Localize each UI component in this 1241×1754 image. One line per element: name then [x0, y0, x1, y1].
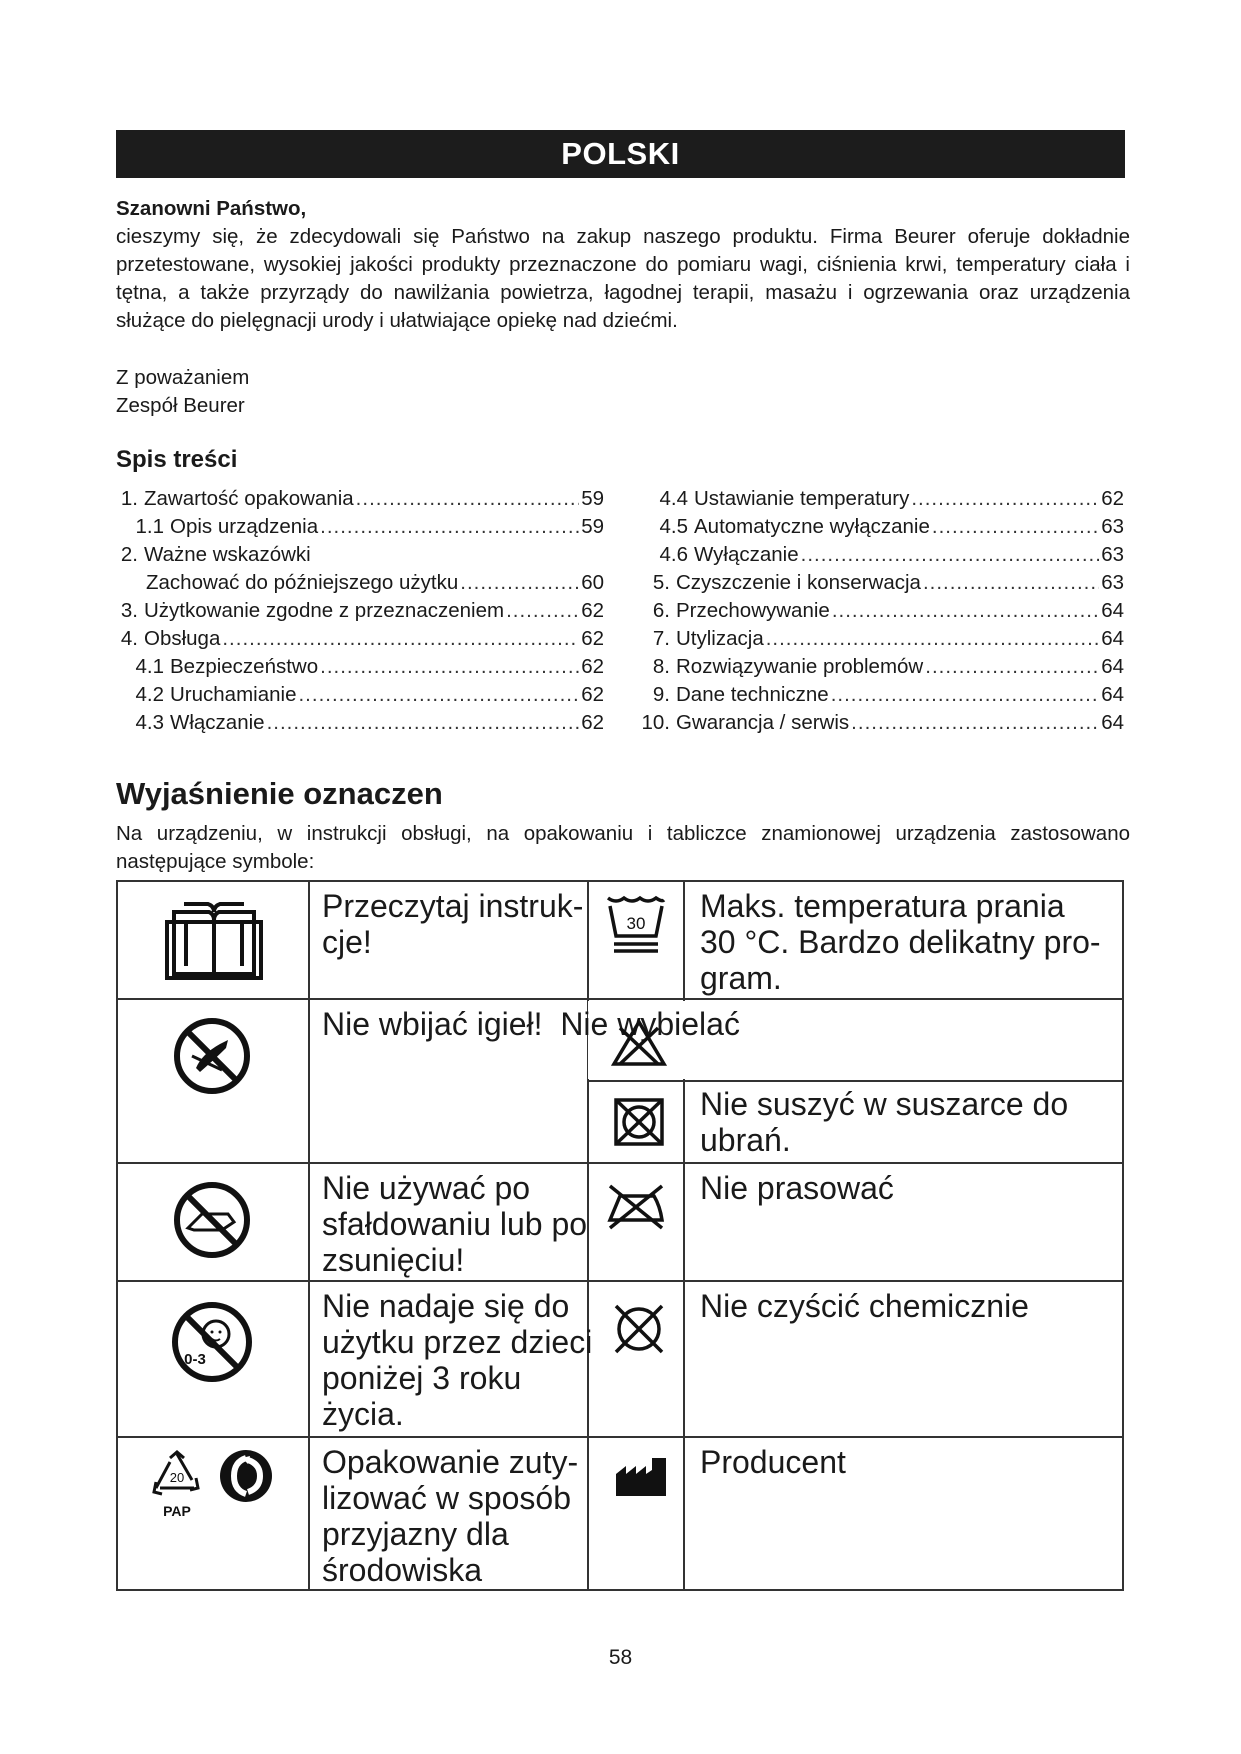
language-banner: POLSKI — [116, 130, 1125, 178]
toc-entry — [116, 487, 604, 515]
no-folded-icon — [172, 1180, 252, 1260]
recycle-text: Opakowanie zuty- lizować w sposób przyjazny dla środowiska — [322, 1444, 579, 1588]
no-tumble-dry-icon — [610, 1094, 668, 1150]
toc-page-number: 63 — [1101, 515, 1124, 538]
toc-text: Wyłączanie — [694, 543, 799, 566]
toc-leader — [925, 655, 1099, 679]
no-dry-clean-text: Nie czyścić chemicznie — [700, 1288, 1029, 1324]
toc-page-number: 62 — [581, 683, 604, 706]
toc-text: Użytkowanie zgodne z przeznaczeniem — [144, 599, 505, 622]
signature: Zespół Beurer — [116, 394, 245, 417]
toc-text: Ważne wskazówki — [144, 543, 311, 566]
toc-entry — [116, 571, 604, 599]
toc-entry — [636, 655, 1124, 683]
toc-entry — [636, 543, 1124, 571]
recycle-code: 20 — [169, 1470, 185, 1485]
toc-page-number: 64 — [1101, 711, 1124, 734]
toc-leader — [320, 515, 579, 539]
symbols-table — [116, 880, 1124, 1591]
toc-text: Zachować do późniejszego użytku — [146, 571, 459, 594]
intro-paragraph: cieszymy się, że zdecydowali się Państwo na zakup naszego produktu. Firma Beurer oferuje dokładnie przetestowane, wysokiej jakości produkty przeznaczone do pomiaru wagi, ciśnienia krwi, temperatury ciała i tętna, a także przyrządy do nawilżania powietrza, łagodnej terapii, masażu i ogrzewania oraz urządzenia służące do pielęgnacji urody i ułatwiające opiekę nad dziećmi. — [116, 225, 1130, 332]
toc-text: Gwarancja / serwis — [676, 711, 850, 734]
toc-number: 5. — [652, 571, 670, 594]
toc-page-number: 59 — [581, 487, 604, 510]
toc-leader — [320, 655, 579, 679]
toc-page-number: 62 — [581, 711, 604, 734]
not-for-children-text: Nie nadaje się do użytku przez dzieci poniżej 3 roku życia. — [322, 1288, 593, 1432]
toc-leader — [832, 599, 1099, 623]
toc-entry — [116, 655, 604, 683]
toc-leader — [267, 711, 580, 735]
recycle-icon — [146, 1448, 208, 1520]
toc-text: Opis urządzenia — [170, 515, 319, 538]
toc-text: Rozwiązywanie problemów — [676, 655, 924, 678]
toc-entry — [116, 711, 604, 739]
toc-entry — [636, 515, 1124, 543]
symbols-intro: Na urządzeniu, w instrukcji obsługi, na opakowaniu i tabliczce znamionowej urządzenia zastosowano następujące symbole: — [116, 822, 1130, 873]
toc-page-number: 64 — [1101, 655, 1124, 678]
toc-text: Ustawianie temperatury — [694, 487, 910, 510]
toc-number: 4. — [120, 627, 138, 650]
toc-page-number: 63 — [1101, 571, 1124, 594]
wash-temp-label: 30 — [626, 914, 646, 933]
toc-number: 2. — [120, 543, 138, 566]
no-dry-clean-icon — [610, 1300, 668, 1358]
toc-leader — [831, 683, 1099, 707]
page-number: 58 — [608, 1646, 633, 1669]
toc-number: 1.1 — [135, 515, 164, 538]
toc-entry — [116, 627, 604, 655]
toc-leader — [356, 487, 580, 511]
wash-30-icon — [604, 892, 668, 956]
toc-entry — [636, 599, 1124, 627]
toc-page-number: 62 — [581, 599, 604, 622]
book-icon — [164, 892, 264, 982]
toc-text: Automatyczne wyłączanie — [694, 515, 930, 538]
toc-entry — [636, 711, 1124, 739]
toc-entry — [636, 571, 1124, 599]
toc-page-number: 59 — [581, 515, 604, 538]
toc-number: 9. — [652, 683, 670, 706]
no-dryer-text: Nie suszyć w suszarce do ubrań. — [700, 1086, 1069, 1158]
toc-number: 4.6 — [659, 543, 688, 566]
toc-page-number: 62 — [581, 655, 604, 678]
toc-page-number: 60 — [581, 571, 604, 594]
toc-leader — [801, 543, 1100, 567]
wash-30-text: Maks. temperatura prania 30 °C. Bardzo delikatny pro- gram. — [700, 888, 1101, 996]
toc-leader — [460, 571, 579, 595]
closing: Z poważaniem — [116, 366, 250, 389]
toc-page-number: 62 — [581, 627, 604, 650]
toc-number: 4.5 — [659, 515, 688, 538]
symbols-title: Wyjaśnienie oznaczen — [116, 776, 443, 811]
age-label: 0-3 — [184, 1351, 206, 1368]
signature-block — [116, 364, 249, 420]
toc-page-number: 64 — [1101, 683, 1124, 706]
toc-entry — [636, 683, 1124, 711]
toc-number: 4.4 — [659, 487, 688, 510]
toc-leader — [851, 711, 1099, 735]
greeting: Szanowni Państwo, — [116, 197, 307, 220]
toc-number: 1. — [120, 487, 138, 510]
toc-number: 4.3 — [135, 711, 164, 734]
toc-leader — [911, 487, 1099, 511]
toc-text: Dane techniczne — [676, 683, 829, 706]
toc-page-number: 63 — [1101, 543, 1124, 566]
toc-text: Obsługa — [144, 627, 221, 650]
toc-text: Utylizacja — [676, 627, 764, 650]
no-needles-text: Nie wbijać igieł! Nie wybielać — [322, 1006, 740, 1042]
toc-number: 3. — [120, 599, 138, 622]
toc-number: 6. — [652, 599, 670, 622]
toc-page-number: 62 — [1101, 487, 1124, 510]
toc-leader — [932, 515, 1099, 539]
toc-number: 4.2 — [135, 683, 164, 706]
toc-left-column — [116, 487, 604, 739]
toc-leader — [766, 627, 1099, 651]
toc-text: Zawartość opakowania — [144, 487, 354, 510]
toc-entry — [636, 487, 1124, 515]
toc-leader — [298, 683, 579, 707]
not-for-children-icon — [170, 1300, 254, 1384]
no-bleach-icon — [610, 1018, 668, 1068]
toc-leader — [923, 571, 1099, 595]
toc-leader — [222, 627, 579, 651]
no-folded-text: Nie używać po sfałdowaniu lub po zsunięciu! — [322, 1170, 588, 1278]
intro-section — [116, 195, 1130, 335]
toc-page-number: 64 — [1101, 627, 1124, 650]
toc-page-number: 64 — [1101, 599, 1124, 622]
toc-title: Spis treści — [116, 446, 238, 473]
toc-entry — [116, 543, 604, 571]
toc-text: Bezpieczeństwo — [170, 655, 319, 678]
recycle-material: PAP — [163, 1503, 191, 1519]
manufacturer-text: Producent — [700, 1444, 846, 1480]
toc-text: Uruchamianie — [170, 683, 297, 706]
toc-text: Włączanie — [170, 711, 265, 734]
toc-leader — [506, 599, 579, 623]
toc-entry — [116, 599, 604, 627]
toc-entry — [636, 627, 1124, 655]
toc-entry — [116, 515, 604, 543]
toc-number: 8. — [652, 655, 670, 678]
toc-number: 4.1 — [135, 655, 164, 678]
toc-entry — [116, 683, 604, 711]
no-iron-icon — [604, 1180, 668, 1232]
read-instructions-text: Przeczytaj instruk- cje! — [322, 888, 584, 960]
no-needles-icon — [172, 1016, 252, 1096]
toc-text: Przechowywanie — [676, 599, 830, 622]
no-iron-text: Nie prasować — [700, 1170, 894, 1206]
toc-number: 10. — [641, 711, 670, 734]
toc-number: 7. — [652, 627, 670, 650]
toc-text: Czyszczenie i konserwacja — [676, 571, 921, 594]
manufacturer-icon — [614, 1456, 668, 1498]
green-dot-icon — [218, 1448, 274, 1504]
toc-right-column — [636, 487, 1124, 739]
